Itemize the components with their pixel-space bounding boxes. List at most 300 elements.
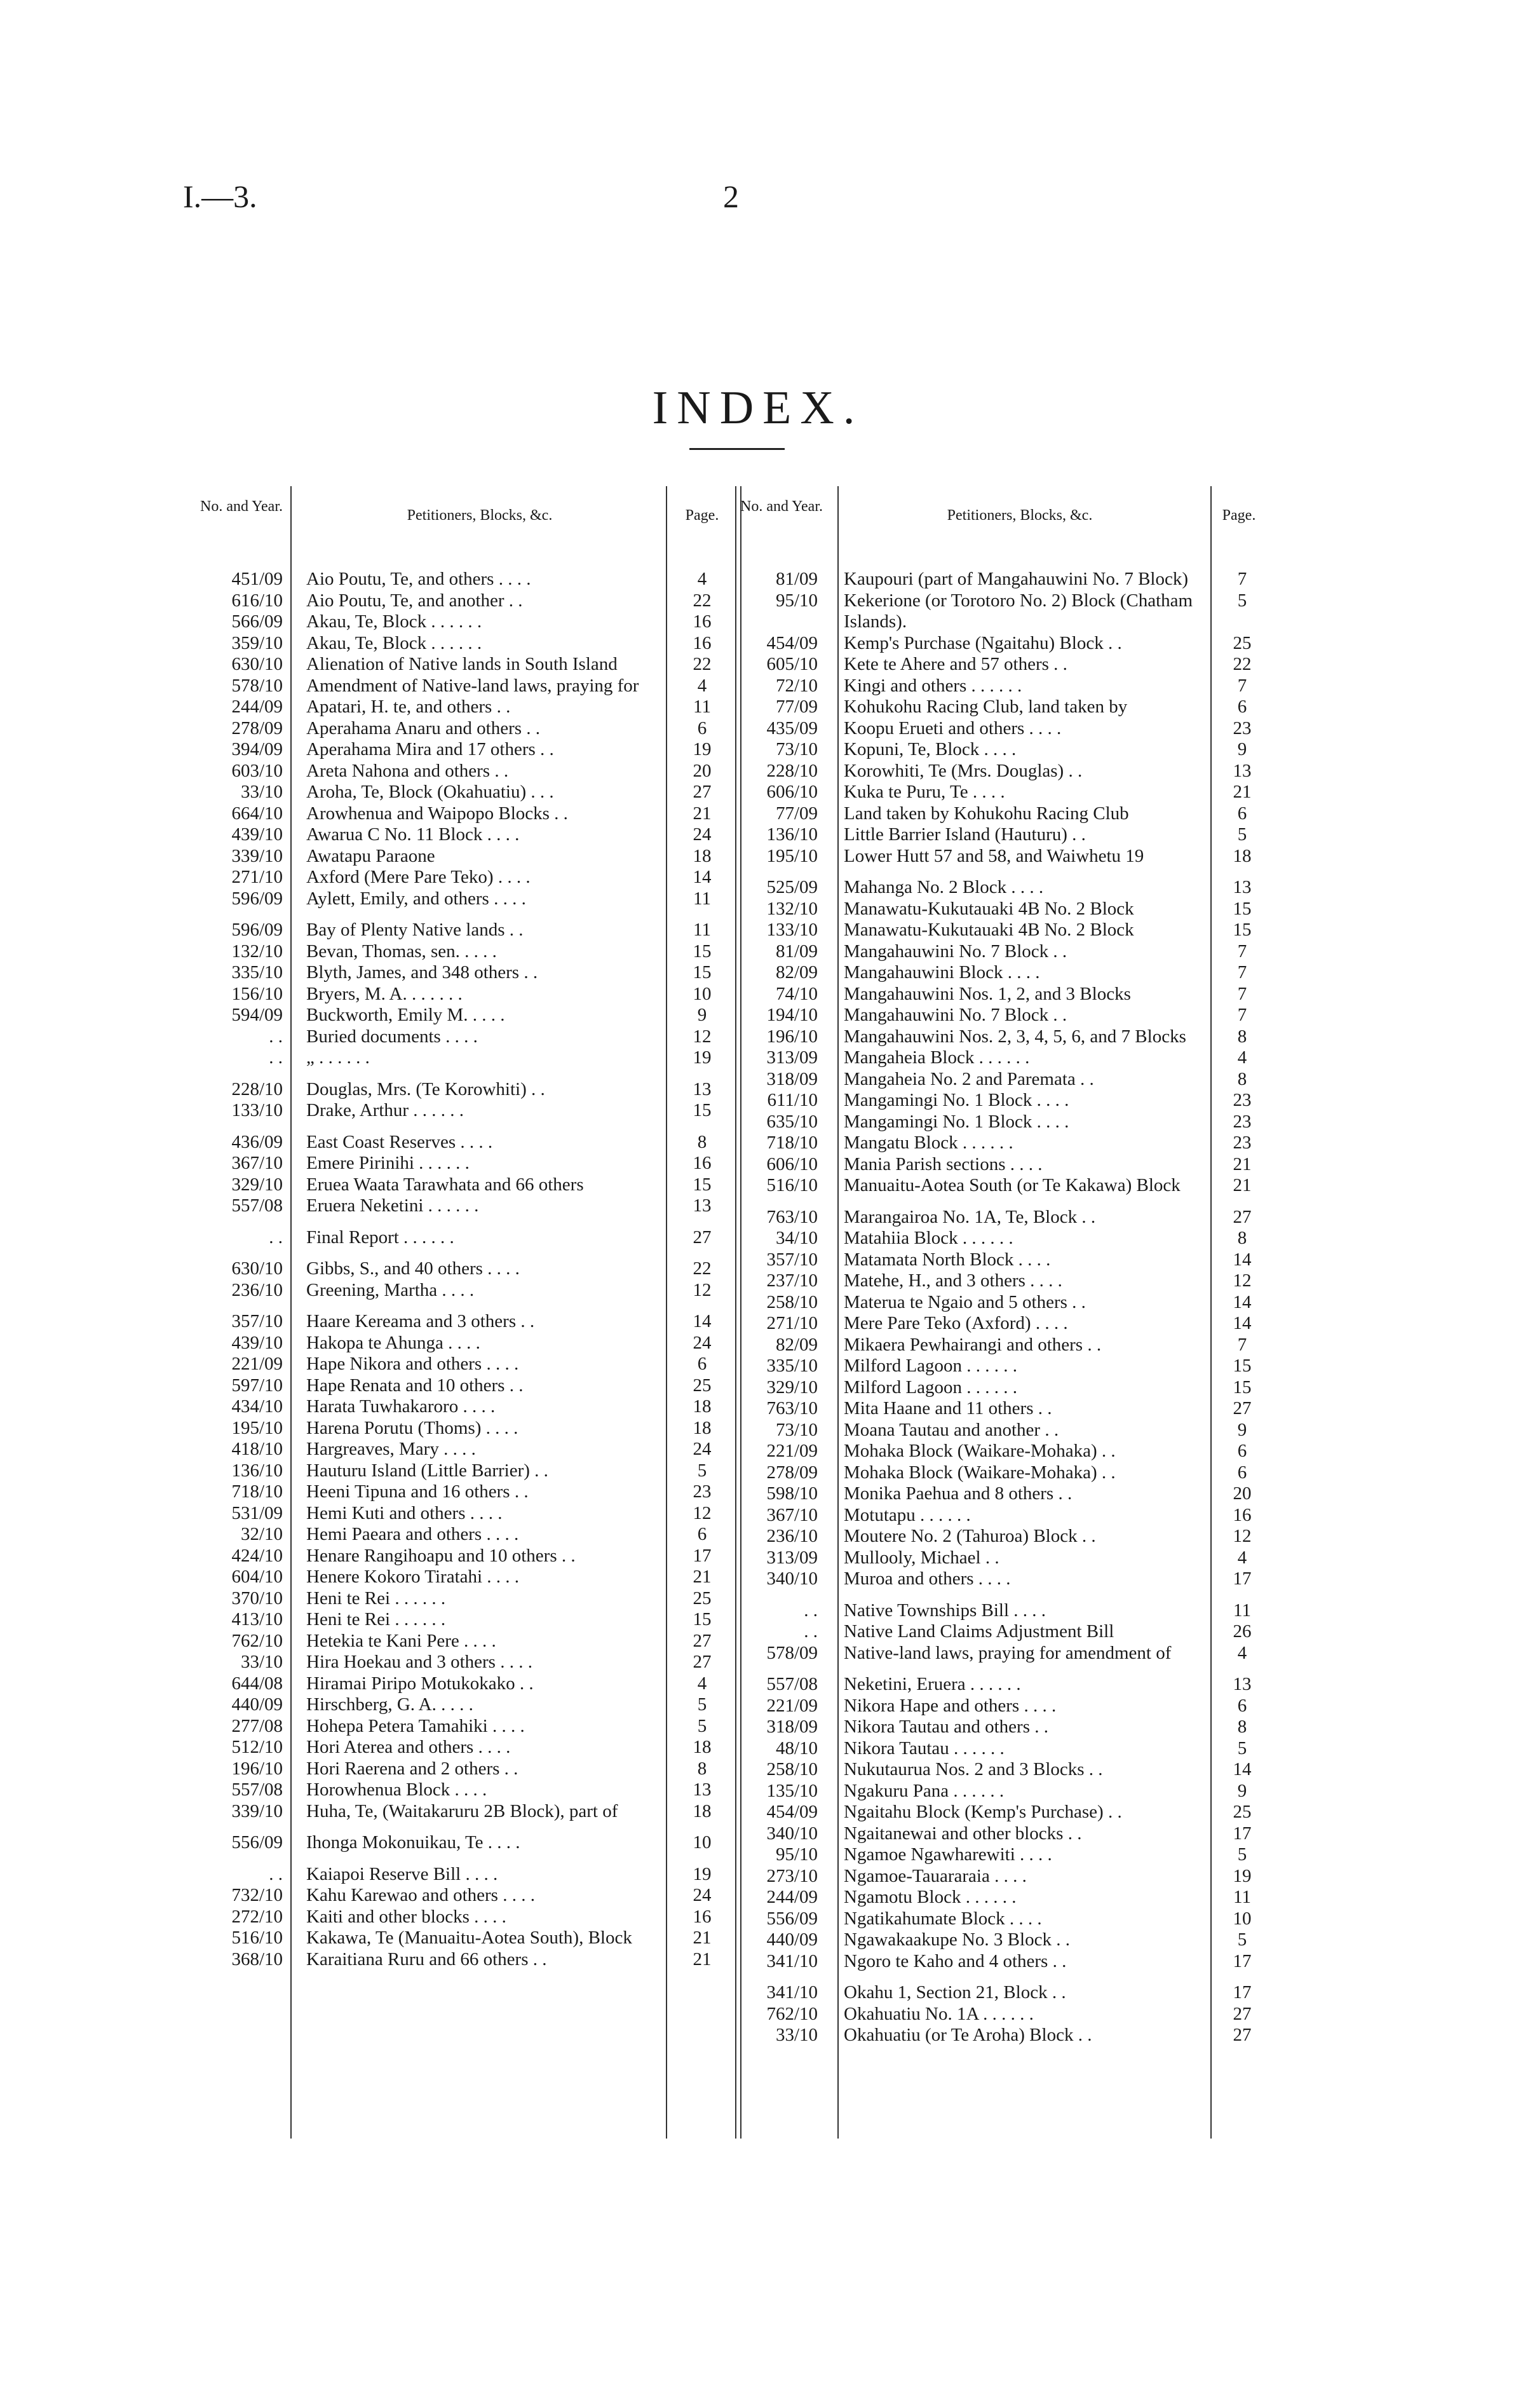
entry-page: 25 (693, 1375, 712, 1396)
entry-number: 434/10 (231, 1396, 283, 1417)
entry-number: 318/09 (766, 1068, 818, 1089)
entry-petitioner: Mangamingi No. 1 Block . . . . (844, 1090, 1069, 1110)
entry-number: 73/10 (775, 739, 818, 759)
index-entry (191, 1503, 737, 1525)
entry-petitioner: Marangairoa No. 1A, Te, Block . . (844, 1206, 1096, 1227)
index-entry (737, 1548, 1271, 1569)
entry-number: 95/10 (775, 590, 818, 611)
entry-number: 436/09 (231, 1131, 283, 1152)
entry-page: 20 (1233, 1483, 1252, 1504)
entry-number: 339/10 (231, 845, 283, 866)
section-gap (737, 1972, 1271, 1982)
entry-petitioner: Mania Parish sections . . . . (844, 1153, 1043, 1174)
index-entry (191, 1227, 737, 1249)
entry-petitioner: Ihonga Mokonuikau, Te . . . . (306, 1832, 520, 1853)
entry-page: 22 (1233, 654, 1252, 674)
entry-page: 4 (697, 1673, 707, 1694)
entry-page: 10 (693, 983, 712, 1004)
entry-number: . . (269, 1047, 283, 1068)
entry-number: 228/10 (766, 760, 818, 781)
entry-page: 17 (1233, 1568, 1252, 1589)
entry-page: 27 (1233, 1206, 1252, 1227)
entry-petitioner: Mullooly, Michael . . (844, 1547, 999, 1568)
entry-page: 15 (693, 962, 712, 983)
entry-petitioner: Mohaka Block (Waikare-Mohaka) . . (844, 1462, 1116, 1483)
index-entry (737, 1090, 1271, 1112)
index-entry (737, 739, 1271, 761)
entry-page: 12 (1233, 1270, 1252, 1291)
entry-petitioner: Hira Hoekau and 3 others . . . . (306, 1652, 532, 1672)
index-entry (191, 846, 737, 867)
entry-page: 6 (1237, 1441, 1247, 1461)
entry-page: 15 (1233, 898, 1252, 919)
entry-page: 17 (693, 1545, 712, 1566)
entry-page: 14 (693, 867, 712, 887)
entry-number: 596/09 (231, 920, 283, 940)
entry-petitioner: Hape Nikora and others . . . . (306, 1354, 519, 1374)
entry-page: 4 (697, 675, 707, 696)
index-entry (737, 1313, 1271, 1335)
entry-number: 77/09 (775, 803, 818, 824)
entry-page: 6 (1237, 697, 1247, 717)
entry-petitioner: Mangahauwini Nos. 1, 2, and 3 Blocks (844, 983, 1131, 1004)
entry-petitioner: Horowhenua Block . . . . (306, 1779, 487, 1800)
entry-page: 27 (693, 1227, 712, 1248)
entry-petitioner: Buckworth, Emily M. . . . . (306, 1005, 505, 1025)
entry-petitioner: Hape Renata and 10 others . . (306, 1375, 524, 1396)
entry-page: 27 (1233, 2003, 1252, 2024)
entry-page: 24 (693, 1439, 712, 1459)
index-entry (191, 984, 737, 1005)
entry-page: 8 (1237, 1717, 1247, 1737)
entry-page: 13 (1233, 760, 1252, 781)
entry-number: 195/10 (231, 1417, 283, 1438)
entry-number: 664/10 (231, 803, 283, 824)
entry-page: 5 (1237, 1929, 1247, 1950)
table-header (191, 480, 737, 540)
entry-page: 14 (1233, 1759, 1252, 1779)
index-entry (191, 761, 737, 782)
index-entry (737, 1717, 1271, 1738)
entry-petitioner: Bryers, M. A. . . . . . . (306, 983, 463, 1004)
entry-petitioner: Nukutaurua Nos. 2 and 3 Blocks . . (844, 1759, 1103, 1779)
entry-petitioner: Bevan, Thomas, sen. . . . . (306, 941, 497, 962)
entry-number: 236/10 (231, 1279, 283, 1300)
entry-number: 367/10 (231, 1153, 283, 1173)
index-entry (737, 1207, 1271, 1228)
entry-number: 194/10 (766, 1005, 818, 1025)
entry-number: 341/10 (766, 1982, 818, 2003)
entry-petitioner: Koopu Erueti and others . . . . (844, 718, 1062, 738)
index-entry (191, 1258, 737, 1280)
index-entry (737, 1802, 1271, 1823)
entry-page: 11 (693, 697, 711, 717)
entry-petitioner: Bay of Plenty Native lands . . (306, 920, 524, 940)
index-entry (737, 1781, 1271, 1802)
entry-number: 195/10 (766, 845, 818, 866)
index-entry (191, 1079, 737, 1101)
index-entry (737, 1887, 1271, 1908)
entry-number: 236/10 (766, 1526, 818, 1546)
index-entry (737, 676, 1271, 697)
entry-number: 133/10 (766, 920, 818, 940)
entry-number: 228/10 (231, 1078, 283, 1099)
entry-petitioner: Emere Pirinihi . . . . . . (306, 1153, 470, 1173)
entry-number: 557/08 (231, 1779, 283, 1800)
entry-page: 5 (697, 1694, 707, 1715)
entry-number: . . (269, 1026, 283, 1047)
index-entry (737, 1292, 1271, 1314)
entry-number: 557/08 (231, 1195, 283, 1216)
index-entry (191, 824, 737, 846)
entry-page: 13 (1233, 1674, 1252, 1694)
entry-page: 21 (1233, 782, 1252, 802)
index-entry (737, 1738, 1271, 1760)
index-entry (737, 899, 1271, 920)
entry-page: 5 (1237, 590, 1247, 611)
entry-page: 22 (693, 590, 712, 611)
entry-petitioner: Kohukohu Racing Club, land taken by (844, 697, 1128, 717)
index-entry (737, 1441, 1271, 1462)
index-entry (737, 1929, 1271, 1951)
entry-petitioner: Heni te Rei . . . . . . (306, 1609, 446, 1629)
entry-page: 6 (1237, 1462, 1247, 1483)
entry-page: 8 (697, 1131, 707, 1152)
entry-page: 5 (1237, 1844, 1247, 1865)
entry-number: 341/10 (766, 1950, 818, 1971)
index-entry (191, 1546, 737, 1567)
entry-page: 7 (1237, 941, 1247, 962)
entry-petitioner: Hori Raerena and 2 others . . (306, 1758, 518, 1779)
entry-page: 24 (693, 824, 712, 845)
entry-petitioner: Akau, Te, Block . . . . . . (306, 632, 482, 653)
index-entry (737, 1249, 1271, 1271)
entry-page: 17 (1233, 1982, 1252, 2003)
index-entry (191, 611, 737, 633)
entry-number: 156/10 (231, 983, 283, 1004)
entry-petitioner: Final Report . . . . . . (306, 1227, 454, 1248)
index-entry (191, 920, 737, 941)
entry-petitioner: Kuka te Puru, Te . . . . (844, 782, 1005, 802)
index-entry (737, 1420, 1271, 1441)
entry-number: 718/10 (766, 1133, 818, 1153)
entry-petitioner: Amendment of Native-land laws, praying for (306, 675, 639, 696)
entry-page: 7 (1237, 983, 1247, 1004)
entry-page: 6 (697, 1354, 707, 1374)
entry-page: 14 (1233, 1291, 1252, 1312)
index-entry (191, 1928, 737, 1949)
entry-number: . . (804, 1621, 818, 1642)
index-entry (191, 1779, 737, 1801)
entry-petitioner: Mangahauwini No. 7 Block . . (844, 1005, 1067, 1025)
entry-number: 340/10 (766, 1823, 818, 1844)
entry-petitioner: Mangatu Block . . . . . . (844, 1133, 1013, 1153)
entry-number: 237/10 (766, 1270, 818, 1291)
entry-petitioner: Douglas, Mrs. (Te Korowhiti) . . (306, 1078, 545, 1099)
entry-petitioner: Mangahauwini Block . . . . (844, 962, 1040, 983)
entry-page: 21 (693, 803, 712, 824)
entry-page: 8 (1237, 1228, 1247, 1248)
entry-number: 611/10 (767, 1090, 818, 1110)
index-entry (737, 1154, 1271, 1176)
entry-petitioner: Aperahama Anaru and others . . (306, 718, 541, 738)
index-entry (191, 676, 737, 697)
index-entry (191, 1195, 737, 1217)
entry-number: 439/10 (231, 1332, 283, 1353)
entry-number: 357/10 (766, 1249, 818, 1270)
entry-number: 762/10 (766, 2003, 818, 2024)
entry-petitioner: Materua te Ngaio and 5 others . . (844, 1291, 1086, 1312)
section-gap (191, 1822, 737, 1832)
entry-page: 7 (1237, 569, 1247, 589)
entry-number: 367/10 (766, 1504, 818, 1525)
entry-number: 763/10 (766, 1398, 818, 1418)
index-entry (191, 782, 737, 803)
entry-page: 5 (697, 1460, 707, 1481)
entry-page: 22 (693, 654, 712, 674)
entry-petitioner: Axford (Mere Pare Teko) . . . . (306, 867, 531, 887)
entry-page: 18 (693, 845, 712, 866)
entry-petitioner: Awatapu Paraone (306, 845, 435, 866)
entry-petitioner: Eruera Neketini . . . . . . (306, 1195, 479, 1216)
entry-petitioner: Heni te Rei . . . . . . (306, 1588, 446, 1609)
entry-number: 578/10 (231, 675, 283, 696)
index-column-left (191, 480, 737, 1969)
entry-number: 136/10 (231, 1460, 283, 1481)
index-entry (191, 1631, 737, 1652)
entry-page: 15 (1233, 920, 1252, 940)
entry-number: 258/10 (766, 1759, 818, 1779)
entry-petitioner: Huha, Te, (Waitakaruru 2B Block), part of (306, 1800, 618, 1821)
entry-petitioner: Henere Kokoro Tiratahi . . . . (306, 1567, 520, 1587)
entry-page: 27 (693, 782, 712, 802)
index-entry (737, 846, 1271, 867)
index-entry (191, 962, 737, 984)
entry-number: 34/10 (775, 1228, 818, 1248)
entry-page: 5 (1237, 824, 1247, 845)
entry-petitioner: Mere Pare Teko (Axford) . . . . (844, 1313, 1068, 1333)
entry-page: 23 (1233, 718, 1252, 738)
entry-page: 27 (1233, 2025, 1252, 2045)
entry-petitioner: Kemp's Purchase (Ngaitahu) Block . . (844, 632, 1122, 653)
index-entry (191, 1333, 737, 1354)
index-entry (191, 1737, 737, 1758)
index-entry (737, 984, 1271, 1005)
entry-page: 18 (693, 1737, 712, 1757)
index-entry (191, 1481, 737, 1503)
entry-petitioner: Hori Aterea and others . . . . (306, 1737, 511, 1757)
entry-page: 22 (693, 1258, 712, 1279)
entry-petitioner: Hargreaves, Mary . . . . (306, 1439, 476, 1459)
index-entry (191, 1396, 737, 1418)
entry-number: 32/10 (240, 1524, 283, 1544)
index-entry (737, 1112, 1271, 1133)
entry-number: 244/09 (231, 697, 283, 717)
entry-number: 440/09 (231, 1694, 283, 1715)
entry-petitioner: Karaitiana Ruru and 66 others . . (306, 1949, 547, 1969)
entry-page: 13 (693, 1078, 712, 1099)
entry-petitioner: Manuaitu-Aotea South (or Te Kakawa) Block (844, 1175, 1181, 1195)
entry-number: 132/10 (766, 898, 818, 919)
entry-number: 81/09 (775, 941, 818, 962)
index-entry (737, 1462, 1271, 1484)
index-entry (737, 1270, 1271, 1292)
page-number: 2 (723, 179, 739, 214)
index-entry (191, 569, 737, 590)
index-entry (737, 697, 1271, 718)
entry-number: 133/10 (231, 1100, 283, 1120)
entry-page: 27 (1233, 1398, 1252, 1418)
header-no-year: No. and Year. (200, 498, 283, 515)
entry-petitioner: Mangaheia Block . . . . . . (844, 1047, 1030, 1068)
entry-petitioner: Aylett, Emily, and others . . . . (306, 888, 526, 909)
entry-page: 18 (693, 1396, 712, 1417)
entry-petitioner: Eruea Waata Tarawhata and 66 others (306, 1174, 584, 1195)
entry-petitioner: Motutapu . . . . . . (844, 1504, 971, 1525)
index-entry (191, 1132, 737, 1153)
section-gap (191, 1069, 737, 1079)
entry-petitioner: Monika Paehua and 8 others . . (844, 1483, 1073, 1504)
entry-petitioner: Kaiti and other blocks . . . . (306, 1906, 506, 1927)
entry-number: 271/10 (766, 1313, 818, 1333)
entry-petitioner: Ngaitahu Block (Kemp's Purchase) . . (844, 1802, 1122, 1822)
entry-petitioner: Kaupouri (part of Mangahauwini No. 7 Block) (844, 569, 1189, 589)
index-entry (191, 1864, 737, 1886)
entry-number: 368/10 (231, 1949, 283, 1969)
entry-petitioner: Hemi Paeara and others . . . . (306, 1524, 519, 1544)
entry-petitioner: Apatari, H. te, and others . . (306, 697, 511, 717)
entry-page: 5 (1237, 1738, 1247, 1758)
entry-petitioner: Harena Porutu (Thoms) . . . . (306, 1417, 518, 1438)
entry-number: . . (269, 1227, 283, 1248)
entry-petitioner: Ngoro te Kaho and 4 others . . (844, 1950, 1067, 1971)
index-entry (191, 867, 737, 888)
entry-number: 77/09 (775, 697, 818, 717)
entry-petitioner: Kopuni, Te, Block . . . . (844, 739, 1017, 759)
entry-petitioner: Manawatu-Kukutauaki 4B No. 2 Block (844, 898, 1134, 919)
entry-page: 6 (697, 1524, 707, 1544)
entry-number: 221/09 (766, 1441, 818, 1461)
entry-page: 23 (1233, 1111, 1252, 1132)
entry-page: 16 (693, 1906, 712, 1927)
entry-number: 435/09 (766, 718, 818, 738)
index-entry (737, 1621, 1271, 1643)
entry-number: 272/10 (231, 1906, 283, 1927)
entry-petitioner: Mangahauwini No. 7 Block . . (844, 941, 1067, 962)
index-entry (737, 1600, 1271, 1622)
entry-number: 424/10 (231, 1545, 283, 1566)
entry-petitioner: Hetekia te Kani Pere . . . . (306, 1630, 496, 1651)
entry-petitioner: Akau, Te, Block . . . . . . (306, 611, 482, 632)
entry-page: 5 (697, 1715, 707, 1736)
section-gap (191, 1122, 737, 1132)
entry-page: 23 (1233, 1133, 1252, 1153)
section-gap (191, 1217, 737, 1227)
entry-number: 606/10 (766, 782, 818, 802)
table-header (737, 480, 1271, 540)
section-gap (191, 909, 737, 920)
index-entry (191, 1439, 737, 1460)
index-entry (737, 761, 1271, 782)
entry-page: 9 (1237, 739, 1247, 759)
index-entry (737, 569, 1271, 590)
index-entry (737, 1356, 1271, 1377)
index-entry (737, 1844, 1271, 1866)
entry-petitioner: Okahuatiu (or Te Aroha) Block . . (844, 2025, 1092, 2045)
entry-petitioner: Drake, Arthur . . . . . . (306, 1100, 464, 1120)
entry-number: 136/10 (766, 824, 818, 845)
entry-number: 604/10 (231, 1567, 283, 1587)
entry-number: 74/10 (775, 983, 818, 1004)
entry-number: 357/10 (231, 1311, 283, 1331)
entry-number: 616/10 (231, 590, 283, 611)
index-entry (191, 1885, 737, 1907)
entry-number: 278/09 (231, 718, 283, 738)
entry-page: 4 (1237, 1642, 1247, 1663)
entry-number: 329/10 (231, 1174, 283, 1195)
entry-number: 413/10 (231, 1609, 283, 1629)
entry-petitioner: Aio Poutu, Te, and another . . (306, 590, 523, 611)
entry-number: 33/10 (240, 1652, 283, 1672)
index-entry (737, 1398, 1271, 1420)
entry-number: 732/10 (231, 1885, 283, 1905)
entry-petitioner: Buried documents . . . . (306, 1026, 478, 1047)
header-page: Page. (1222, 507, 1256, 524)
index-entry (191, 1005, 737, 1026)
index-entry (191, 1524, 737, 1546)
entry-page: 12 (693, 1502, 712, 1523)
entry-page: 4 (697, 569, 707, 589)
entry-number: 244/09 (766, 1887, 818, 1907)
entry-page: 27 (693, 1652, 712, 1672)
index-entry (737, 1175, 1271, 1197)
entry-petitioner: Little Barrier Island (Hauturu) . . (844, 824, 1086, 845)
entry-petitioner: Okahuatiu No. 1A . . . . . . (844, 2003, 1034, 2024)
entry-petitioner: Kahu Karewao and others . . . . (306, 1885, 535, 1905)
entry-number: 132/10 (231, 941, 283, 962)
entry-number: 597/10 (231, 1375, 283, 1396)
entry-page: 11 (693, 920, 711, 940)
entry-page: 19 (693, 739, 712, 759)
entry-number: 72/10 (775, 675, 818, 696)
index-entry (737, 1047, 1271, 1069)
entry-page: 4 (1237, 1047, 1247, 1068)
index-entry (191, 1832, 737, 1854)
index-entry (737, 1908, 1271, 1930)
entry-petitioner: Muroa and others . . . . (844, 1568, 1011, 1589)
entry-page: 17 (1233, 1950, 1252, 1971)
index-entry (191, 1460, 737, 1482)
index-entry (737, 633, 1271, 655)
entry-page: 26 (1233, 1621, 1252, 1642)
header-petitioners: Petitioners, Blocks, &c. (947, 507, 1093, 524)
entry-page: 7 (1237, 962, 1247, 983)
entry-number: 313/09 (766, 1547, 818, 1568)
entry-number: 525/09 (766, 877, 818, 897)
entry-number: 394/09 (231, 739, 283, 759)
entry-petitioner: Aio Poutu, Te, and others . . . . (306, 569, 531, 589)
entry-number: 630/10 (231, 1258, 283, 1279)
entry-page: 21 (1233, 1153, 1252, 1174)
entry-page: 20 (693, 760, 712, 781)
index-rows (191, 569, 737, 1970)
entry-number: 95/10 (775, 1844, 818, 1865)
index-entry (191, 888, 737, 910)
index-entry (737, 1643, 1271, 1664)
entry-number: 556/09 (766, 1908, 818, 1929)
index-entry (191, 654, 737, 676)
entry-number: 335/10 (231, 962, 283, 983)
